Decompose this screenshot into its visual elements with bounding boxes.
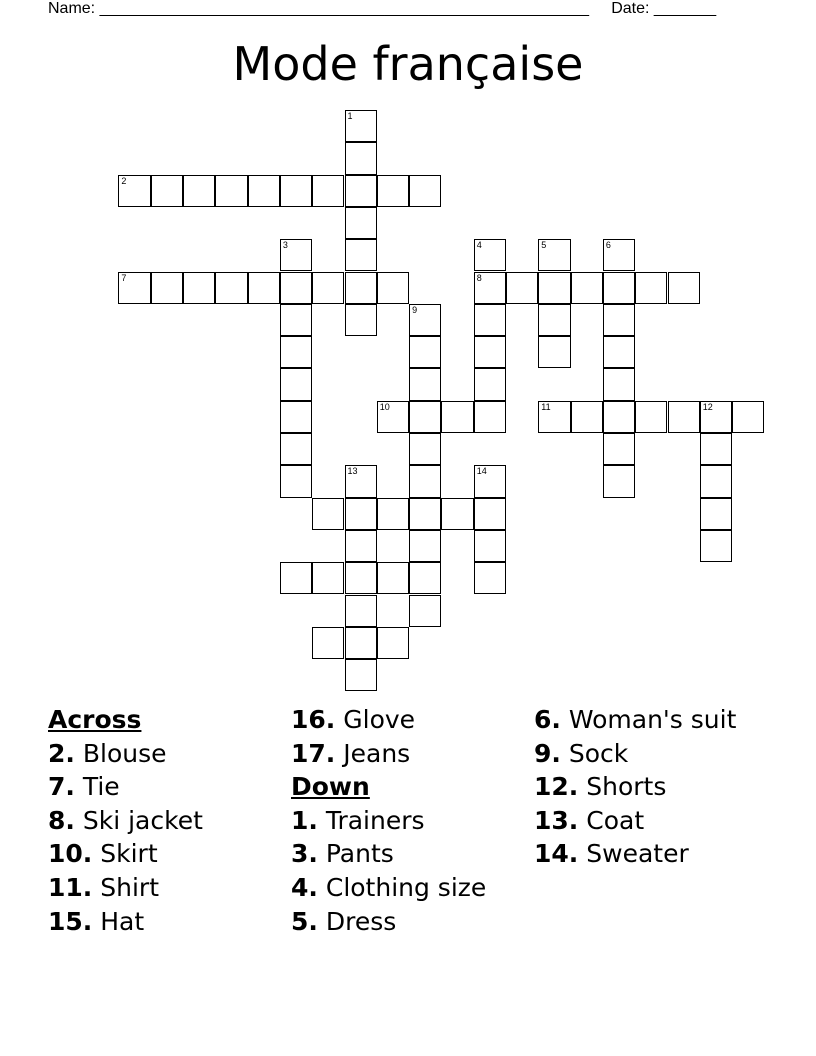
clue-text: Coat [586, 805, 645, 835]
crossword-cell[interactable] [377, 175, 409, 207]
crossword-cell[interactable] [474, 304, 506, 336]
clue-number-label: 6 [605, 240, 611, 251]
crossword-cell[interactable] [603, 336, 635, 368]
across-clue [291, 703, 486, 737]
crossword-cell[interactable] [441, 401, 473, 433]
crossword-cell[interactable] [409, 562, 441, 594]
crossword-cell[interactable] [538, 336, 570, 368]
crossword-cell[interactable] [345, 595, 377, 627]
crossword-cell[interactable] [571, 401, 603, 433]
crossword-cell[interactable] [474, 368, 506, 400]
crossword-cell[interactable] [409, 304, 441, 336]
crossword-cell[interactable] [377, 272, 409, 304]
crossword-cell[interactable] [700, 433, 732, 465]
down-clue [534, 804, 736, 838]
crossword-cell[interactable] [345, 142, 377, 174]
clue-text: Trainers [325, 805, 425, 835]
crossword-cell[interactable] [312, 498, 344, 530]
crossword-cell[interactable] [474, 562, 506, 594]
crossword-cell[interactable] [280, 239, 312, 271]
crossword-cell[interactable] [700, 530, 732, 562]
clue-text: Shirt [100, 872, 159, 902]
crossword-cell[interactable] [603, 465, 635, 497]
across-clue [48, 905, 203, 939]
crossword-cell[interactable] [474, 336, 506, 368]
crossword-cell[interactable] [409, 595, 441, 627]
crossword-cell[interactable] [474, 239, 506, 271]
down-heading: Down [291, 772, 370, 802]
crossword-cell[interactable] [474, 272, 506, 304]
crossword-cell[interactable] [441, 498, 473, 530]
crossword-cell[interactable] [345, 272, 377, 304]
clue-text: Tie [82, 772, 120, 802]
clue-number: 7. [48, 772, 75, 802]
crossword-cell[interactable] [183, 175, 215, 207]
clue-text: Blouse [82, 738, 167, 768]
crossword-cell[interactable] [377, 562, 409, 594]
crossword-cell[interactable] [280, 272, 312, 304]
crossword-cell[interactable] [409, 530, 441, 562]
crossword-cell[interactable] [312, 562, 344, 594]
clue-number-label: 9 [412, 304, 418, 315]
crossword-cell[interactable] [345, 498, 377, 530]
across-clue [48, 737, 203, 771]
crossword-cell[interactable] [312, 272, 344, 304]
clue-number-label: 12 [702, 401, 713, 412]
clue-text: Glove [343, 705, 416, 734]
crossword-cell[interactable] [474, 530, 506, 562]
clue-text: Ski jacket [82, 805, 203, 835]
clue-number: 11. [48, 872, 93, 902]
crossword-cell[interactable] [700, 465, 732, 497]
down-clue [291, 804, 486, 838]
crossword-cell[interactable] [345, 530, 377, 562]
clue-text: Skirt [100, 839, 158, 869]
crossword-cell[interactable] [151, 175, 183, 207]
crossword-cell[interactable] [345, 304, 377, 336]
crossword-cell[interactable] [603, 272, 635, 304]
crossword-cell[interactable] [280, 433, 312, 465]
crossword-cell[interactable] [409, 498, 441, 530]
clue-text: Pants [325, 839, 394, 869]
crossword-cell[interactable] [377, 401, 409, 433]
crossword-cell[interactable] [151, 272, 183, 304]
down-clue [534, 703, 736, 737]
clue-text: Jeans [343, 738, 411, 768]
clue-number-label: 11 [541, 401, 551, 412]
crossword-cell[interactable] [668, 272, 700, 304]
crossword-cell[interactable] [571, 272, 603, 304]
clue-number: 2. [48, 738, 75, 768]
crossword-cell[interactable] [474, 401, 506, 433]
crossword-cell[interactable] [312, 627, 344, 659]
clue-text: Clothing size [325, 872, 487, 902]
crossword-cell[interactable] [409, 368, 441, 400]
crossword-cell[interactable] [345, 207, 377, 239]
clue-number: 5. [291, 906, 318, 936]
crossword-cell[interactable] [280, 304, 312, 336]
clue-number-label: 5 [541, 240, 547, 251]
clue-number: 16. [291, 705, 336, 734]
across-heading: Across [48, 705, 142, 734]
crossword-cell[interactable] [409, 175, 441, 207]
down-clue [534, 770, 736, 804]
clue-column-1 [48, 703, 203, 938]
down-clue [534, 837, 736, 871]
crossword-cell[interactable] [635, 272, 667, 304]
crossword-cell[interactable] [118, 272, 150, 304]
crossword-cell[interactable] [248, 272, 280, 304]
clue-text: Shorts [586, 772, 667, 802]
across-clue [48, 837, 203, 871]
clue-number-label: 8 [476, 272, 482, 283]
clue-number-label: 1 [347, 111, 353, 121]
clue-text: Sock [568, 738, 629, 768]
clue-number: 12. [534, 772, 579, 802]
clue-text: Hat [100, 906, 145, 936]
crossword-cell[interactable] [345, 562, 377, 594]
clue-number: 9. [534, 738, 561, 768]
clue-number: 4. [291, 872, 318, 902]
crossword-cell[interactable] [700, 401, 732, 433]
crossword-cell[interactable] [603, 433, 635, 465]
crossword-cell[interactable] [700, 498, 732, 530]
clue-number-label: 7 [121, 272, 127, 283]
crossword-cell[interactable] [538, 239, 570, 271]
crossword-cell[interactable] [280, 562, 312, 594]
crossword-cell[interactable] [538, 401, 570, 433]
clue-number-label: 13 [347, 466, 358, 477]
crossword-cell[interactable] [183, 272, 215, 304]
clue-number: 13. [534, 805, 579, 835]
crossword-cell[interactable] [215, 272, 247, 304]
across-clue [48, 770, 203, 804]
clue-number: 8. [48, 805, 75, 835]
crossword-cell[interactable] [603, 304, 635, 336]
across-clue [48, 871, 203, 905]
crossword-cell[interactable] [248, 175, 280, 207]
crossword-cell[interactable] [474, 498, 506, 530]
name-date-line: Name: _______________________________________________________ Date: _______ [48, 0, 717, 17]
crossword-cell[interactable] [538, 272, 570, 304]
crossword-cell[interactable] [345, 175, 377, 207]
crossword-cell[interactable] [345, 110, 377, 142]
across-clue [291, 737, 486, 771]
crossword-cell[interactable] [118, 175, 150, 207]
crossword-cell[interactable] [280, 465, 312, 497]
clue-column-3 [534, 703, 736, 871]
clue-number-label: 4 [476, 240, 482, 251]
clue-number: 6. [534, 705, 561, 734]
crossword-cell[interactable] [409, 433, 441, 465]
crossword-cell[interactable] [280, 368, 312, 400]
crossword-cell[interactable] [409, 401, 441, 433]
clue-number: 15. [48, 906, 93, 936]
crossword-cell[interactable] [377, 627, 409, 659]
clue-number: 14. [534, 839, 579, 869]
crossword-cell[interactable] [377, 498, 409, 530]
clue-number: 17. [291, 738, 336, 768]
crossword-cell[interactable] [345, 627, 377, 659]
crossword-cell[interactable] [538, 304, 570, 336]
crossword-cell[interactable] [345, 239, 377, 271]
down-clue [291, 871, 486, 905]
clue-text: Dress [325, 906, 397, 936]
crossword-cell[interactable] [603, 368, 635, 400]
clue-number: 3. [291, 839, 318, 869]
clue-number: 10. [48, 839, 93, 869]
crossword-cell[interactable] [345, 465, 377, 497]
clue-number-label: 3 [282, 240, 288, 251]
clue-column-2 [291, 703, 486, 938]
crossword-cell[interactable] [635, 401, 667, 433]
clue-number-label: 2 [121, 175, 127, 186]
across-clue [48, 804, 203, 838]
crossword-cell[interactable] [603, 401, 635, 433]
crossword-cell[interactable] [345, 659, 377, 691]
crossword-cell[interactable] [409, 336, 441, 368]
crossword-cell[interactable] [280, 401, 312, 433]
page-title: Mode française [232, 37, 584, 91]
clue-number-label: 10 [379, 401, 390, 412]
crossword-cell[interactable] [312, 175, 344, 207]
crossword-cell[interactable] [409, 465, 441, 497]
crossword-cell[interactable] [506, 272, 538, 304]
crossword-cell[interactable] [280, 336, 312, 368]
clue-number: 1. [291, 805, 318, 835]
crossword-cell[interactable] [474, 465, 506, 497]
crossword-cell[interactable] [668, 401, 700, 433]
crossword-cell[interactable] [603, 239, 635, 271]
down-clue [291, 905, 486, 939]
crossword-cell[interactable] [732, 401, 764, 433]
clue-text: Woman's suit [568, 705, 737, 734]
down-clue [291, 837, 486, 871]
clue-text: Sweater [586, 839, 689, 869]
clue-number-label: 14 [476, 466, 487, 477]
down-clue [534, 737, 736, 771]
crossword-cell[interactable] [215, 175, 247, 207]
crossword-cell[interactable] [280, 175, 312, 207]
